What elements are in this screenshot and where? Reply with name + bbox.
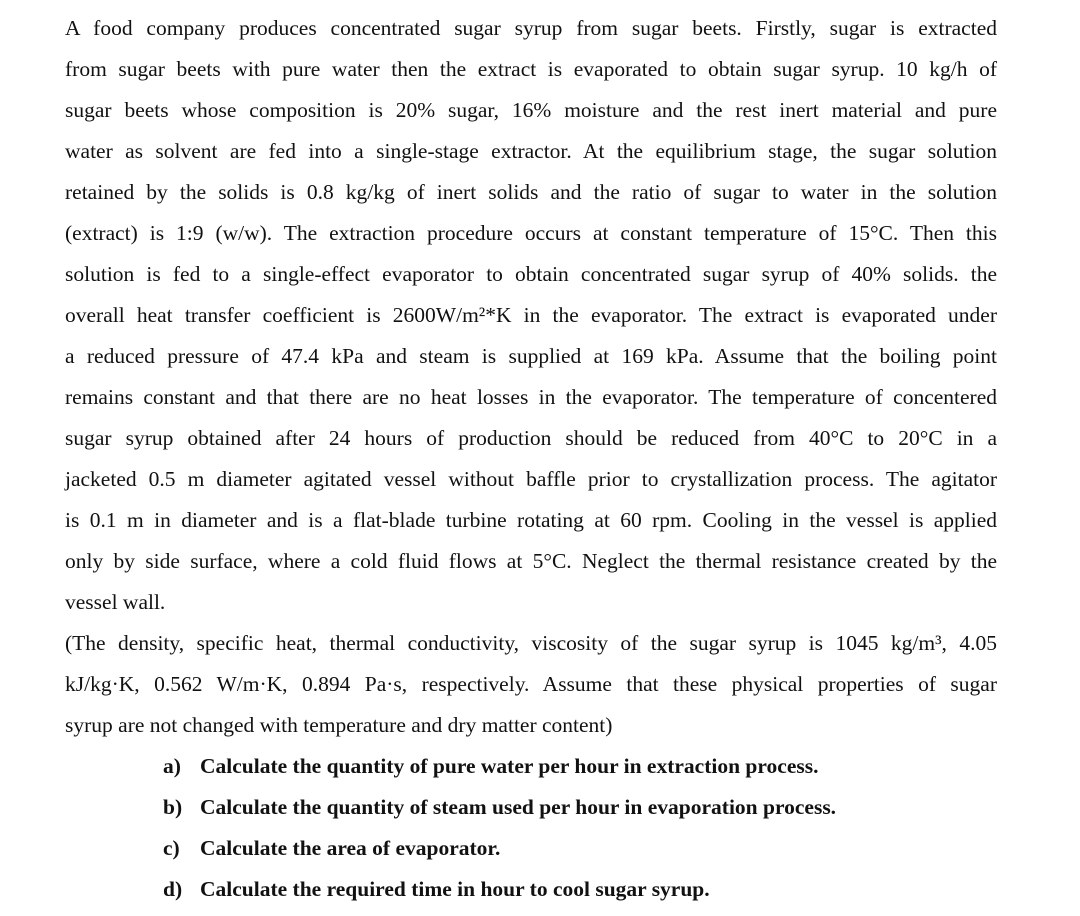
- question-item: [65, 828, 997, 869]
- question-label: d): [163, 877, 183, 901]
- question-text: Calculate the quantity of steam used per hour in evaporation process.: [200, 795, 837, 819]
- question-text: Calculate the area of evaporator.: [200, 836, 501, 860]
- problem-line: only by side surface, where a cold fluid flows at 5°C. Neglect the thermal resistance created by the: [65, 549, 997, 573]
- problem-line: jacketed 0.5 m diameter agitated vessel without baffle prior to crystallization process. The agitator: [65, 467, 997, 491]
- question-item: [65, 869, 997, 910]
- question-text: Calculate the required time in hour to cool sugar syrup.: [200, 877, 710, 901]
- question-label: c): [163, 836, 180, 860]
- question-text: Calculate the quantity of pure water per hour in extraction process.: [200, 754, 819, 778]
- problem-line: remains constant and that there are no heat losses in the evaporator. The temperature of concentered: [65, 385, 997, 409]
- problem-line: water as solvent are fed into a single-stage extractor. At the equilibrium stage, the sugar solution: [65, 139, 997, 163]
- question-item: [65, 746, 997, 787]
- problem-statement: [65, 8, 997, 623]
- properties-line: (The density, specific heat, thermal conductivity, viscosity of the sugar syrup is 1045 kg/m³, 4.05: [65, 631, 997, 655]
- document-body: [65, 8, 997, 910]
- properties-note: [65, 623, 997, 746]
- problem-line: solution is fed to a single-effect evaporator to obtain concentrated sugar syrup of 40% solids. the: [65, 262, 997, 286]
- problem-line: retained by the solids is 0.8 kg/kg of inert solids and the ratio of sugar to water in the solution: [65, 180, 997, 204]
- properties-line: syrup are not changed with temperature and dry matter content): [65, 713, 613, 737]
- problem-line: from sugar beets with pure water then the extract is evaporated to obtain sugar syrup. 10 kg/h of: [65, 57, 997, 81]
- problem-line: vessel wall.: [65, 590, 166, 614]
- question-item: [65, 787, 997, 828]
- question-list: [65, 746, 997, 910]
- question-label: a): [163, 754, 181, 778]
- problem-line: A food company produces concentrated sugar syrup from sugar beets. Firstly, sugar is extracted: [65, 16, 997, 40]
- properties-line: kJ/kg·K, 0.562 W/m·K, 0.894 Pa·s, respectively. Assume that these physical properties of sugar: [65, 672, 997, 696]
- problem-line: sugar syrup obtained after 24 hours of production should be reduced from 40°C to 20°C in a: [65, 426, 997, 450]
- problem-line: sugar beets whose composition is 20% sugar, 16% moisture and the rest inert material and pure: [65, 98, 997, 122]
- problem-line: is 0.1 m in diameter and is a flat-blade turbine rotating at 60 rpm. Cooling in the vessel is applied: [65, 508, 997, 532]
- question-label: b): [163, 795, 183, 819]
- problem-line: (extract) is 1:9 (w/w). The extraction procedure occurs at constant temperature of 15°C. Then this: [65, 221, 997, 245]
- problem-line: a reduced pressure of 47.4 kPa and steam is supplied at 169 kPa. Assume that the boiling point: [65, 344, 997, 368]
- problem-line: overall heat transfer coefficient is 2600W/m²*K in the evaporator. The extract is evaporated under: [65, 303, 997, 327]
